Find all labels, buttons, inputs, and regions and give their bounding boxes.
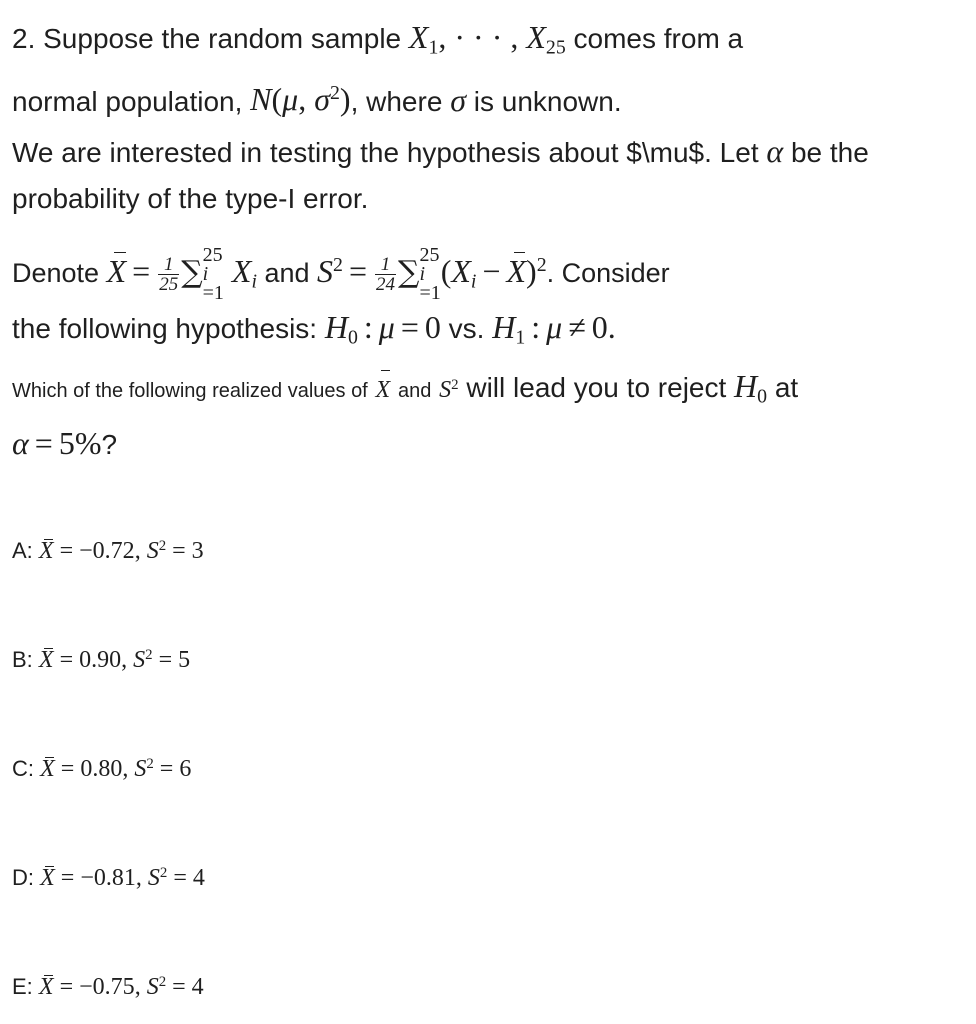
vs-text: vs. bbox=[448, 313, 485, 345]
xbar-symbol: X bbox=[376, 377, 391, 403]
alpha-level-math: α = 5% bbox=[12, 424, 102, 461]
s2-symbol: $S^2$ bbox=[439, 377, 459, 404]
comes-from-text: comes from a bbox=[573, 23, 744, 54]
xbar-definition-math: X = $\frac{1}{25}$ ∑ 25 i =1 Xi bbox=[106, 244, 257, 305]
and-small-text: and bbox=[397, 380, 432, 403]
option-math: X = −0.72, $S^2 = 3$ bbox=[38, 538, 204, 565]
will-lead-text: will lead you to reject bbox=[466, 372, 727, 404]
option-math: X = −0.81, $S^2 = 4$ bbox=[40, 865, 205, 892]
at-text: at bbox=[774, 372, 799, 404]
where-text: , where bbox=[350, 85, 443, 117]
type-error-text: probability of the type-I error. bbox=[12, 183, 369, 214]
question-intro bbox=[12, 14, 962, 124]
option-letter: E: bbox=[12, 974, 33, 1000]
option-c[interactable] bbox=[12, 749, 191, 784]
h0-math: $H_0$ : μ = 0 bbox=[324, 309, 441, 349]
definitions-line-1 bbox=[12, 242, 962, 304]
intro-line-2 bbox=[12, 71, 962, 125]
normal-dist-math: N(μ, $\sigma^2$) bbox=[250, 81, 351, 118]
following-hypothesis-text: the following hypothesis: bbox=[12, 313, 318, 345]
question-prompt bbox=[12, 362, 962, 468]
definitions-paragraph bbox=[12, 242, 962, 361]
intro-line-1 bbox=[12, 14, 962, 71]
option-e[interactable] bbox=[12, 967, 204, 1002]
consider-text: . Consider bbox=[546, 257, 670, 288]
question-mark: ? bbox=[101, 428, 118, 460]
interest-line-1 bbox=[12, 128, 962, 176]
question-number-text: 2. Suppose the random sample bbox=[12, 23, 402, 54]
be-the-text: be the bbox=[790, 137, 869, 168]
prompt-line-1 bbox=[12, 362, 962, 420]
interest-text: We are interested in testing the hypothesis about $\mu$. Let bbox=[12, 137, 759, 168]
option-math: X = −0.75, $S^2 = 4$ bbox=[38, 974, 204, 1001]
option-math: X = 0.90, $S^2 = 5$ bbox=[38, 647, 191, 674]
option-d[interactable] bbox=[12, 858, 205, 893]
h1-math: $H_1$ : μ ≠ 0. bbox=[492, 309, 616, 349]
option-letter: A: bbox=[12, 538, 33, 564]
option-letter: D: bbox=[12, 865, 34, 891]
which-text: Which of the following realized values of bbox=[12, 380, 368, 403]
s2-definition-math: $S^2$ = $\frac{1}{24}$ ∑ 25 i =1 $(Xi - X)^2$ bbox=[317, 244, 547, 305]
option-a[interactable] bbox=[12, 531, 204, 566]
alpha-math: α bbox=[766, 133, 784, 169]
and-text: and bbox=[264, 257, 310, 288]
unknown-text: is unknown. bbox=[473, 85, 622, 117]
sigma-math: σ bbox=[450, 81, 466, 118]
prompt-line-2 bbox=[12, 420, 962, 468]
h0-symbol: $H_0$ bbox=[734, 368, 768, 408]
interest-line-2 bbox=[12, 176, 962, 222]
definitions-line-2 bbox=[12, 304, 962, 361]
sample-sequence-math: $X_1$, · · · , $X_{25}$ bbox=[408, 19, 566, 59]
denote-text: Denote bbox=[12, 257, 100, 288]
option-letter: B: bbox=[12, 647, 33, 673]
normal-population-text: normal population, bbox=[12, 85, 243, 117]
option-letter: C: bbox=[12, 756, 34, 782]
option-math: X = 0.80, $S^2 = 6$ bbox=[40, 756, 192, 783]
option-b[interactable] bbox=[12, 640, 190, 675]
interest-paragraph bbox=[12, 128, 962, 222]
